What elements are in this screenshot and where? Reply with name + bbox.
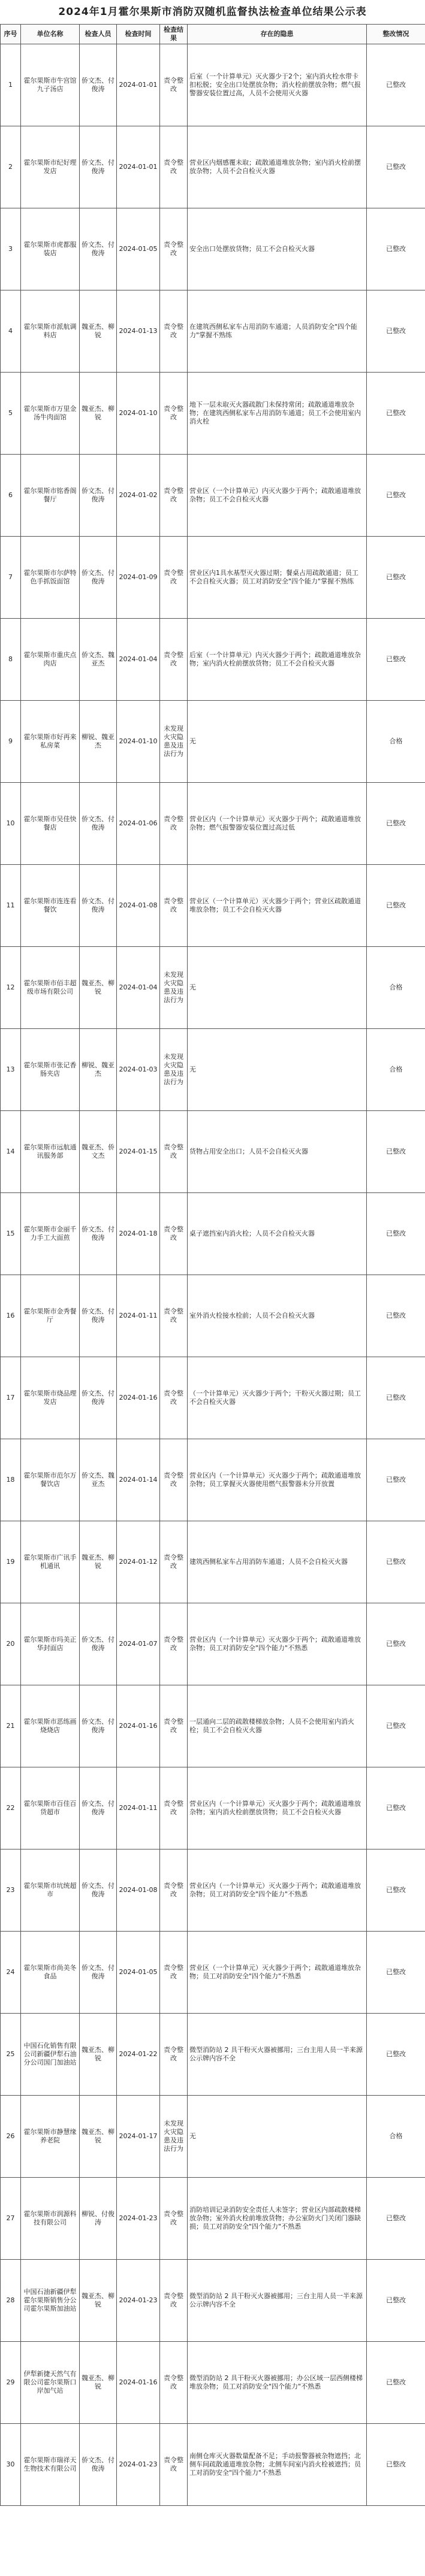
cell-no: 6	[1, 455, 21, 537]
cell-result: 责令整改	[160, 1685, 188, 1767]
cell-inspectors: 侨文杰、付俊涛	[80, 2424, 117, 2506]
cell-rectification: 已整改	[367, 2342, 425, 2424]
cell-date: 2024-01-11	[117, 1767, 160, 1849]
cell-result: 未发现火灾隐患及违法行为	[160, 701, 188, 783]
cell-unit-name: 霍尔果斯市连连看餐饮	[21, 865, 80, 947]
cell-unit-name: 霍尔果斯市万里金汤牛肉面馆	[21, 373, 80, 455]
cell-date: 2024-01-03	[117, 1029, 160, 1111]
cell-date: 2024-01-16	[117, 1357, 160, 1439]
cell-date: 2024-01-01	[117, 126, 160, 208]
cell-date: 2024-01-07	[117, 1603, 160, 1685]
cell-inspectors: 魏亚杰、柳锐	[80, 2014, 117, 2096]
cell-date: 2024-01-04	[117, 619, 160, 701]
cell-no: 20	[1, 1603, 21, 1685]
cell-issues: 后室（一个计算单元）灭火器少于2个；室内消火栓水带卡扣松脱；安全出口处摆放杂物；消火栓前摆放杂物；燃气报警器安装位置过高，人员不会使用灭火器	[188, 44, 367, 126]
cell-issues: （一个计算单元）灭火器少于两个；干粉灭火器过期；员工不会自检灭火器	[188, 1357, 367, 1439]
results-table	[0, 24, 425, 2506]
cell-unit-name: 霍尔果斯市坑统超市	[21, 1849, 80, 1932]
cell-rectification: 已整改	[367, 1849, 425, 1932]
cell-no: 29	[1, 2342, 21, 2424]
cell-result: 责令整改	[160, 2260, 188, 2342]
table-row	[1, 2014, 425, 2096]
cell-date: 2024-01-15	[117, 1111, 160, 1193]
cell-inspectors: 侨文杰、付俊涛	[80, 1685, 117, 1767]
cell-inspectors: 侨文杰、付俊涛	[80, 126, 117, 208]
cell-date: 2024-01-16	[117, 1685, 160, 1767]
table-row	[1, 126, 425, 208]
cell-result: 责令整改	[160, 1849, 188, 1932]
cell-issues: 无	[188, 1029, 367, 1111]
cell-result: 责令整改	[160, 1603, 188, 1685]
cell-rectification: 已整改	[367, 1603, 425, 1685]
cell-unit-name: 霍尔果斯市派航调料店	[21, 290, 80, 373]
table-row	[1, 701, 425, 783]
cell-unit-name: 霍尔果斯市牛宫馆九子汤店	[21, 44, 80, 126]
cell-rectification: 已整改	[367, 1767, 425, 1849]
table-row	[1, 947, 425, 1029]
table-row	[1, 1193, 425, 1275]
cell-issues: 无	[188, 701, 367, 783]
cell-issues: 安全出口处摆放货物；员工不会自检灭火器	[188, 208, 367, 290]
cell-no: 1	[1, 44, 21, 126]
cell-rectification: 已整改	[367, 1275, 425, 1357]
table-row	[1, 208, 425, 290]
cell-no: 3	[1, 208, 21, 290]
cell-result: 责令整改	[160, 865, 188, 947]
cell-result: 责令整改	[160, 44, 188, 126]
cell-rectification: 已整改	[367, 290, 425, 373]
cell-date: 2024-01-05	[117, 208, 160, 290]
table-row	[1, 2096, 425, 2178]
cell-inspectors: 侨文杰、付俊涛	[80, 865, 117, 947]
cell-rectification: 已整改	[367, 44, 425, 126]
cell-date: 2024-01-23	[117, 2260, 160, 2342]
table-row	[1, 2260, 425, 2342]
cell-issues: 一层通向二层的疏散楼梯放杂物；人员不会使用室内消火栓；员工不会自检灭火器	[188, 1685, 367, 1767]
cell-rectification: 已整改	[367, 1932, 425, 2014]
cell-issues: 无	[188, 947, 367, 1029]
cell-result: 未发现火灾隐患及违法行为	[160, 2096, 188, 2178]
cell-issues: 微型消防站 2 具干粉灭火器被挪用；办公区域一层西侧楼梯堆放杂物；员工对消防安全"四个能力"不熟悉	[188, 2342, 367, 2424]
cell-rectification: 已整改	[367, 1357, 425, 1439]
cell-no: 10	[1, 783, 21, 865]
cell-rectification: 已整改	[367, 1193, 425, 1275]
cell-rectification: 已整改	[367, 2424, 425, 2506]
cell-rectification: 已整改	[367, 2178, 425, 2260]
cell-date: 2024-01-08	[117, 1849, 160, 1932]
cell-rectification: 已整改	[367, 783, 425, 865]
table-row	[1, 1603, 425, 1685]
cell-result: 责令整改	[160, 2014, 188, 2096]
cell-inspectors: 侨文杰、魏亚杰	[80, 619, 117, 701]
cell-issues: 地下一层未取灭火器疏散门未保持常闭；疏散通道堆放杂物；在建筑西侧私家车占用消防车通道；员工不会使用室内消火栓	[188, 373, 367, 455]
cell-no: 13	[1, 1029, 21, 1111]
table-row	[1, 2178, 425, 2260]
cell-unit-name: 霍尔果斯市静慧缘养老院	[21, 2096, 80, 2178]
cell-rectification: 合格	[367, 2096, 425, 2178]
cell-date: 2024-01-14	[117, 1439, 160, 1521]
table-row	[1, 1439, 425, 1521]
cell-rectification: 已整改	[367, 865, 425, 947]
cell-rectification: 合格	[367, 1029, 425, 1111]
cell-unit-name: 霍尔果斯市润源科技有限公司	[21, 2178, 80, 2260]
table-row	[1, 1111, 425, 1193]
cell-date: 2024-01-23	[117, 2424, 160, 2506]
table-row	[1, 1275, 425, 1357]
cell-unit-name: 霍尔果斯市吴佳快餐店	[21, 783, 80, 865]
header-date: 检查时间	[117, 25, 160, 44]
table-row	[1, 2342, 425, 2424]
cell-result: 责令整改	[160, 455, 188, 537]
cell-unit-name: 霍尔果斯市好再来私房菜	[21, 701, 80, 783]
cell-no: 7	[1, 537, 21, 619]
cell-result: 责令整改	[160, 2424, 188, 2506]
cell-date: 2024-01-23	[117, 2178, 160, 2260]
cell-unit-name: 霍尔果斯市尚美冬食品	[21, 1932, 80, 2014]
table-row	[1, 1357, 425, 1439]
cell-rectification: 已整改	[367, 619, 425, 701]
cell-date: 2024-01-06	[117, 783, 160, 865]
cell-issues: 南侧仓库灭火器数量配备不足；手动报警器被杂物遮挡；北侧车间疏散通道堆放杂物；北侧车间室内消火栓被遮挡；员工对消防安全"四个能力"不熟悉	[188, 2424, 367, 2506]
cell-inspectors: 侨文杰、付俊涛	[80, 1275, 117, 1357]
cell-no: 14	[1, 1111, 21, 1193]
cell-result: 责令整改	[160, 1275, 188, 1357]
cell-result: 责令整改	[160, 373, 188, 455]
cell-unit-name: 霍尔果斯市恶练画烧烧店	[21, 1685, 80, 1767]
cell-result: 责令整改	[160, 1932, 188, 2014]
cell-issues: 营业区（一个计算单元）内灭火器少于两个；疏散通道堆放杂物；员工不会自检灭火器	[188, 455, 367, 537]
cell-date: 2024-01-10	[117, 701, 160, 783]
table-header-row	[1, 25, 425, 44]
cell-issues: 货物占用安全出口；人员不会自检灭火器	[188, 1111, 367, 1193]
cell-unit-name: 霍尔果斯市虎都服装店	[21, 208, 80, 290]
cell-issues: 消防培训记录消防安全责任人未签字；营业区内部疏散楼梯放杂物；室外消火栓前堆放货物；办公室防火门关闭门器缺损；员工对消防安全"四个能力"不熟悉	[188, 2178, 367, 2260]
table-row	[1, 1685, 425, 1767]
cell-inspectors: 侨文杰、付俊涛	[80, 537, 117, 619]
cell-issues: 桌子遮挡室内消火栓；人员不会自检灭火器	[188, 1193, 367, 1275]
cell-result: 未发现火灾隐患及违法行为	[160, 1029, 188, 1111]
cell-unit-name: 中国石化销售有限公司新疆伊犁石油分公司国门加油站	[21, 2014, 80, 2096]
cell-date: 2024-01-08	[117, 865, 160, 947]
cell-rectification: 已整改	[367, 1111, 425, 1193]
cell-inspectors: 魏亚杰、柳锐	[80, 290, 117, 373]
cell-result: 责令整改	[160, 537, 188, 619]
cell-issues: 微型消防站 2 具干粉灭火器被挪用；三台主用人员一半来源公示牌内容不全	[188, 2014, 367, 2096]
cell-no: 30	[1, 2424, 21, 2506]
cell-no: 15	[1, 1193, 21, 1275]
cell-rectification: 已整改	[367, 455, 425, 537]
cell-no: 17	[1, 1357, 21, 1439]
cell-unit-name: 霍尔果斯市张记香肠夹店	[21, 1029, 80, 1111]
table-row	[1, 783, 425, 865]
cell-no: 23	[1, 1849, 21, 1932]
cell-date: 2024-01-22	[117, 2014, 160, 2096]
cell-no: 12	[1, 947, 21, 1029]
cell-unit-name: 霍尔果斯市纪好理发店	[21, 126, 80, 208]
cell-inspectors: 侨文杰、付俊涛	[80, 1932, 117, 2014]
cell-inspectors: 魏亚杰、柳锐	[80, 947, 117, 1029]
cell-date: 2024-01-12	[117, 1521, 160, 1603]
cell-rectification: 合格	[367, 701, 425, 783]
cell-no: 18	[1, 1439, 21, 1521]
cell-issues: 无	[188, 2096, 367, 2178]
cell-rectification: 已整改	[367, 1685, 425, 1767]
table-row	[1, 2424, 425, 2506]
cell-no: 24	[1, 1932, 21, 2014]
cell-result: 责令整改	[160, 619, 188, 701]
cell-inspectors: 柳锐、付俊涛	[80, 2178, 117, 2260]
cell-result: 责令整改	[160, 1193, 188, 1275]
cell-rectification: 已整改	[367, 537, 425, 619]
cell-result: 责令整改	[160, 1111, 188, 1193]
table-row	[1, 455, 425, 537]
cell-issues: 营业区内1具水基型灭火器过期；餐桌占用疏散通道；员工不会自检灭火器；员工对消防安全"四个能力"掌握不熟练	[188, 537, 367, 619]
cell-no: 26	[1, 2096, 21, 2178]
cell-rectification: 合格	[367, 947, 425, 1029]
header-inspectors: 检查人员	[80, 25, 117, 44]
cell-result: 责令整改	[160, 126, 188, 208]
page-title: 2024年1月霍尔果斯市消防双随机监督执法检查单位结果公示表	[58, 6, 367, 18]
cell-no: 4	[1, 290, 21, 373]
cell-no: 5	[1, 373, 21, 455]
cell-issues: 在建筑西侧私家车占用消防车通道；人员消防安全"四个能力"掌握不熟练	[188, 290, 367, 373]
cell-unit-name: 伊犁新捷天然气有限公司霍尔果斯口岸加气站	[21, 2342, 80, 2424]
cell-result: 责令整改	[160, 290, 188, 373]
cell-unit-name: 霍尔果斯市铭香阁餐厅	[21, 455, 80, 537]
cell-result: 责令整改	[160, 1767, 188, 1849]
cell-date: 2024-01-01	[117, 44, 160, 126]
table-row	[1, 1029, 425, 1111]
cell-result: 责令整改	[160, 1521, 188, 1603]
cell-issues: 建筑西侧私家车占用消防车通道；人员不会自检灭火器	[188, 1521, 367, 1603]
cell-result: 未发现火灾隐患及违法行为	[160, 947, 188, 1029]
cell-issues: 营业区内（一个计算单元）灭火器少于两个；疏散通道堆放杂物；燃气报警器安装位置过高过低	[188, 783, 367, 865]
cell-rectification: 已整改	[367, 1521, 425, 1603]
cell-inspectors: 侨文杰、付俊涛	[80, 1603, 117, 1685]
cell-inspectors: 魏亚杰、柳锐	[80, 1521, 117, 1603]
cell-unit-name: 霍尔果斯市尔萨特色手抓饭面馆	[21, 537, 80, 619]
cell-unit-name: 霍尔果斯市百佳百货超市	[21, 1767, 80, 1849]
cell-issues: 营业区（一个计算单元）灭火器少于两个；疏散通道堆放杂物；员工对消防安全"四个能力"不熟悉	[188, 1932, 367, 2014]
cell-date: 2024-01-18	[117, 1193, 160, 1275]
cell-no: 28	[1, 2260, 21, 2342]
table-row	[1, 373, 425, 455]
cell-inspectors: 侨文杰、付俊涛	[80, 1193, 117, 1275]
cell-inspectors: 侨文杰、付俊涛	[80, 1849, 117, 1932]
cell-unit-name: 霍尔果斯市重庆点肉店	[21, 619, 80, 701]
cell-inspectors: 侨文杰、付俊涛	[80, 455, 117, 537]
cell-unit-name: 霍尔果斯市金秀餐厅	[21, 1275, 80, 1357]
table-row	[1, 865, 425, 947]
cell-issues: 微型消防站 2 具干粉灭火器被挪用；三台主用人员一半来源公示牌内容不全	[188, 2260, 367, 2342]
cell-date: 2024-01-04	[117, 947, 160, 1029]
cell-date: 2024-01-05	[117, 1932, 160, 2014]
cell-no: 19	[1, 1521, 21, 1603]
cell-unit-name: 霍尔果斯市玛美正华封面店	[21, 1603, 80, 1685]
cell-issues: 营业区（一个计算单元）灭火器少于两个；营业区疏散通道堆放杂物；员工不会自检灭火器	[188, 865, 367, 947]
cell-unit-name: 霍尔果斯市瑞祥天生物技术有限公司	[21, 2424, 80, 2506]
table-row	[1, 1932, 425, 2014]
table-row	[1, 1849, 425, 1932]
cell-inspectors: 魏亚杰、柳锐	[80, 373, 117, 455]
cell-no: 11	[1, 865, 21, 947]
cell-unit-name: 霍尔果斯市远航通讯服务部	[21, 1111, 80, 1193]
cell-rectification: 已整改	[367, 2260, 425, 2342]
cell-rectification: 已整改	[367, 1439, 425, 1521]
cell-result: 责令整改	[160, 208, 188, 290]
cell-result: 责令整改	[160, 783, 188, 865]
header-unit-name: 单位名称	[21, 25, 80, 44]
cell-no: 25	[1, 2014, 21, 2096]
cell-unit-name: 霍尔果斯市佰丰超级市场有限公司	[21, 947, 80, 1029]
cell-unit-name: 霍尔果斯市烧品理发店	[21, 1357, 80, 1439]
cell-unit-name: 霍尔果斯市广讯手机通讯	[21, 1521, 80, 1603]
cell-rectification: 已整改	[367, 126, 425, 208]
cell-unit-name: 霍尔果斯市金丽千力手工大面煎	[21, 1193, 80, 1275]
cell-result: 责令整改	[160, 1357, 188, 1439]
table-row	[1, 44, 425, 126]
cell-date: 2024-01-02	[117, 455, 160, 537]
cell-inspectors: 魏亚杰、柳锐	[80, 2342, 117, 2424]
table-row	[1, 537, 425, 619]
table-row	[1, 1767, 425, 1849]
cell-issues: 营业区内（一个计算单元）灭火器少于两个；疏散通道堆放杂物；室内消火栓前摆放货物；员工不会自检灭火器	[188, 1767, 367, 1849]
cell-issues: 后室（一个计算单元）内灭火器少于两个；疏散通道堆放杂物；室内消火栓前摆放货物；员工不会自检灭火器	[188, 619, 367, 701]
cell-no: 21	[1, 1685, 21, 1767]
cell-inspectors: 魏亚杰、柳锐	[80, 2260, 117, 2342]
cell-date: 2024-01-10	[117, 373, 160, 455]
cell-inspectors: 侨文杰、付俊涛	[80, 208, 117, 290]
cell-issues: 营业区内烟感覆未取；疏散通道堆放杂物；室内消火栓前摆放杂物；人员不会自检灭火器	[188, 126, 367, 208]
cell-no: 2	[1, 126, 21, 208]
cell-date: 2024-01-17	[117, 2096, 160, 2178]
header-no: 序号	[1, 25, 21, 44]
cell-date: 2024-01-16	[117, 2342, 160, 2424]
cell-inspectors: 侨文杰、付俊涛	[80, 44, 117, 126]
cell-date: 2024-01-13	[117, 290, 160, 373]
cell-rectification: 已整改	[367, 208, 425, 290]
cell-inspectors: 侨文杰、付俊涛	[80, 783, 117, 865]
cell-issues: 营业区内（一个计算单元）灭火器少于两个；疏散通道堆放杂物；员工对消防安全"四个能力"不熟悉	[188, 1849, 367, 1932]
cell-no: 16	[1, 1275, 21, 1357]
cell-inspectors: 柳锐、魏亚杰	[80, 1029, 117, 1111]
cell-inspectors: 魏亚杰、柳锐	[80, 2096, 117, 2178]
header-issues: 存在的隐患	[188, 25, 367, 44]
header-rectification: 整改情况	[367, 25, 425, 44]
cell-rectification: 已整改	[367, 373, 425, 455]
cell-no: 27	[1, 2178, 21, 2260]
cell-result: 责令整改	[160, 2178, 188, 2260]
cell-date: 2024-01-09	[117, 537, 160, 619]
cell-issues: 室外消火栓接水栓前；人员不会自检灭火器	[188, 1275, 367, 1357]
table-row	[1, 619, 425, 701]
cell-date: 2024-01-11	[117, 1275, 160, 1357]
cell-inspectors: 柳锐、魏亚杰	[80, 701, 117, 783]
cell-inspectors: 侨文杰、魏亚杰	[80, 1439, 117, 1521]
cell-no: 8	[1, 619, 21, 701]
cell-no: 22	[1, 1767, 21, 1849]
cell-inspectors: 侨文杰、付俊涛	[80, 1357, 117, 1439]
table-row	[1, 290, 425, 373]
cell-rectification: 已整改	[367, 2014, 425, 2096]
cell-inspectors: 侨文杰、付俊涛	[80, 1767, 117, 1849]
header-result: 检查结果	[160, 25, 188, 44]
cell-unit-name: 中国石油新疆伊犁霍尔果斯销售分公司霍尔果斯加油站	[21, 2260, 80, 2342]
cell-inspectors: 魏亚杰、侨文杰	[80, 1111, 117, 1193]
cell-no: 9	[1, 701, 21, 783]
cell-issues: 营业区内（一个计算单元）灭火器少于两个；疏散通道堆放杂物；员工对消防安全"四个能力"不熟悉	[188, 1603, 367, 1685]
cell-issues: 营业区内（一个计算单元）灭火器少于两个；疏散通道堆放杂物；员工掌握灭火器使用燃气报警器未分开放置	[188, 1439, 367, 1521]
cell-result: 责令整改	[160, 2342, 188, 2424]
table-row	[1, 1521, 425, 1603]
cell-result: 责令整改	[160, 1439, 188, 1521]
cell-unit-name: 霍尔果斯市范尔万餐饮店	[21, 1439, 80, 1521]
